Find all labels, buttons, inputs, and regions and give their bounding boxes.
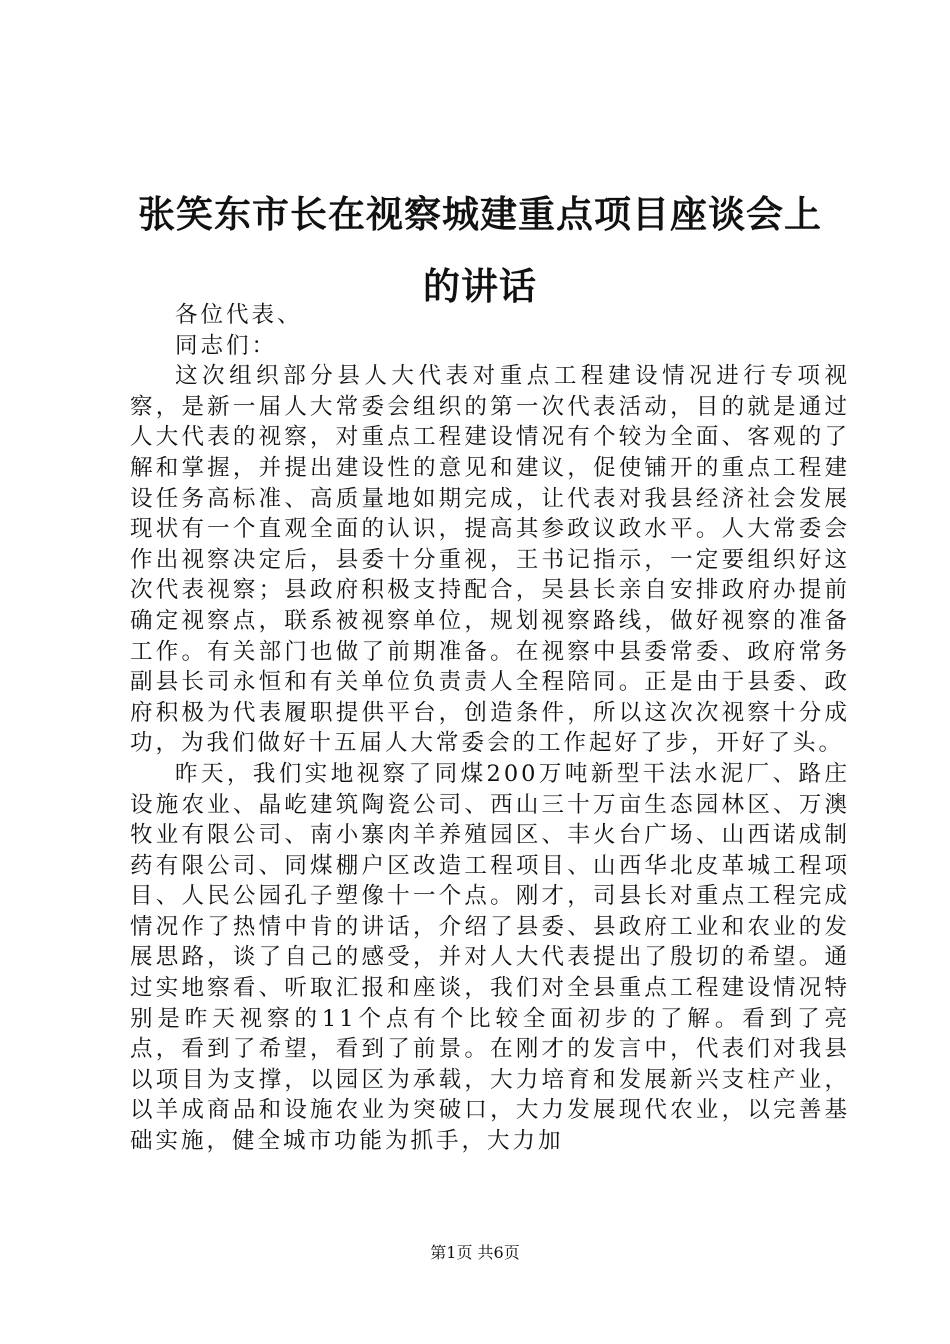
salutation-line: 各位代表、	[175, 302, 303, 328]
document-body	[130, 300, 850, 1157]
salutation-line: 同志们：	[175, 332, 278, 359]
body-paragraph: 昨天，我们实地视察了同煤200万吨新型干法水泥厂、路庄设施农业、晶屹建筑陶瓷公司、西山三十万亩生态园林区、万澳牧业有限公司、南小寨肉羊养殖园区、丰火台广场、山西诺成制药有限公司、同煤棚户区改造工程项目、山西华北皮革城工程项目、人民公园孔子塑像十一个点。刚才，司县长对重点工程完成情况作了热情中肯的讲话，介绍了县委、县政府工业和农业的发展思路，谈了自己的感受，并对人大代表提出了殷切的希望。通过实地察看、听取汇报和座谈，我们对全县重点工程建设情况特别是昨天视察的11个点有个比较全面初步的了解。看到了亮点，看到了希望，看到了前景。在刚才的发言中，代表们对我县以项目为支撑，以园区为承载，大力培育和发展新兴支柱产业，以羊成商品和设施农业为突破口，大力发展现代农业，以完善基础实施，健全城市功能为抓手，大力加	[130, 760, 850, 1155]
body-paragraph: 这次组织部分县人大代表对重点工程建设情况进行专项视察，是新一届人大常委会组织的第一次代表活动，目的就是通过人大代表的视察，对重点工程建设情况有个较为全面、客观的了解和掌握，并提出建设性的意见和建议，促使铺开的重点工程建设任务高标准、高质量地如期完成，让代表对我县经济社会发展现状有一个直观全面的认识，提高其参政议政水平。人大常委会作出视察决定后，县委十分重视，王书记指示，一定要组织好这次代表视察；县政府积极支持配合，吴县长亲自安排政府办提前确定视察点，联系被视察单位，规划视察路线，做好视察的准备工作。有关部门也做了前期准备。在视察中县委常委、政府常务副县长司永恒和有关单位负责责人全程陪同。正是由于县委、政府积极为代表履职提供平台，创造条件，所以这次次视察十分成功，为我们做好十五届人大常委会的工作起好了步，开好了头。	[130, 363, 850, 757]
page-number-footer: 第1页 共6页	[430, 1243, 520, 1262]
document-title: 张笑东市长在视察城建重点项目座谈会上的讲话	[138, 192, 822, 308]
